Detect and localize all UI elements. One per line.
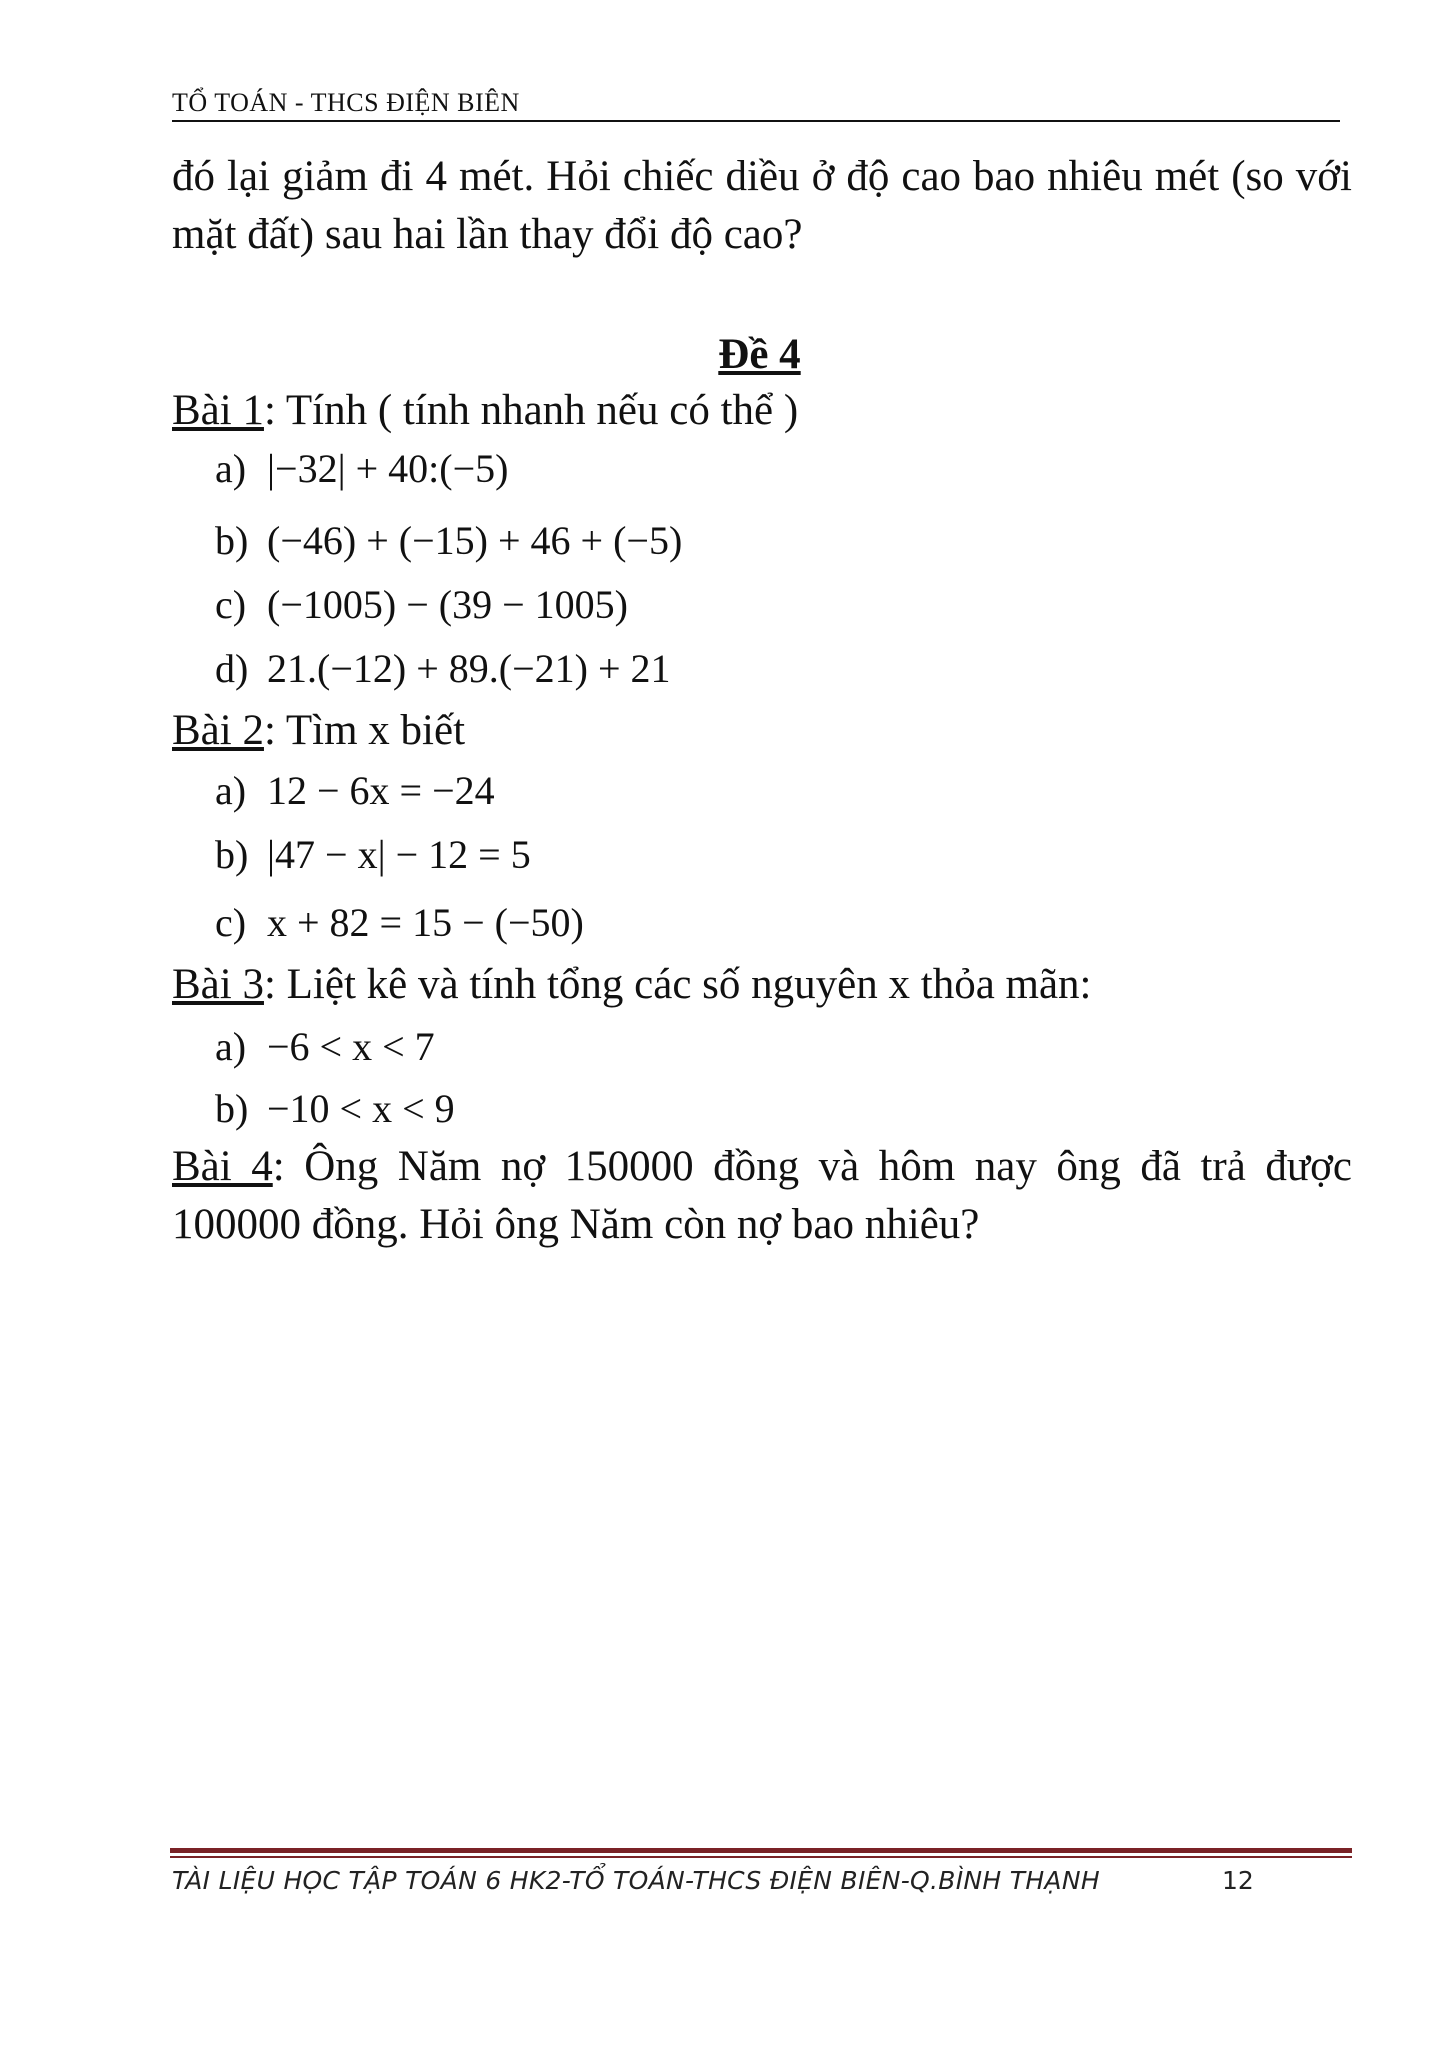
bai3-item-a [215, 1018, 435, 1076]
intro-paragraph: đó lại giảm đi 4 mét. Hỏi chiếc diều ở độ cao bao nhiêu mét (so với mặt đất) sau hai lần thay đổi độ cao? [172, 153, 1352, 258]
bai3-item-b [215, 1080, 455, 1138]
footer-text: TÀI LIỆU HỌC TẬP TOÁN 6 HK2-TỔ TOÁN-THCS ĐIỆN BIÊN-Q.BÌNH THẠNH [172, 1866, 1100, 1895]
bai4-paragraph [172, 1138, 1352, 1254]
bai2-item-c [215, 894, 584, 952]
bai1-item-b [215, 512, 682, 570]
bai1-heading [172, 382, 798, 440]
math-expression: x + 82 = 15 − (−50) [267, 900, 584, 945]
bai4-text: : Ông Năm nợ 150000 đồng và hôm nay ông đã trả được 100000 đồng. Hỏi ông Năm còn nợ bao nhiêu? [172, 1143, 1352, 1248]
bai2-item-b [215, 826, 531, 884]
bai4-label: Bài 4 [172, 1143, 273, 1190]
bai3-text: : Liệt kê và tính tổng các số nguyên x thỏa mãn: [263, 961, 1092, 1008]
footer-divider-thin [170, 1856, 1352, 1858]
footer-divider [170, 1848, 1352, 1853]
bai2-text: : Tìm x biết [263, 707, 466, 754]
item-label: a) [215, 1024, 247, 1069]
bai2-item-a [215, 762, 495, 820]
bai1-item-c [215, 576, 628, 634]
bai1-label: Bài 1 [172, 387, 264, 434]
header-text: TỔ TOÁN - THCS ĐIỆN BIÊN [172, 88, 524, 117]
math-expression: −6 < x < 7 [267, 1024, 435, 1069]
item-label: b) [215, 832, 249, 877]
item-label: a) [215, 446, 247, 491]
bai2-heading [172, 702, 465, 760]
item-label: c) [215, 582, 247, 627]
page-header [172, 88, 1340, 122]
math-expression: −10 < x < 9 [267, 1086, 455, 1131]
exam-title-text: Đề 4 [718, 331, 801, 378]
math-expression: 21.(−12) + 89.(−21) + 21 [267, 646, 671, 691]
item-label: d) [215, 646, 249, 691]
math-expression: (−1005) − (39 − 1005) [267, 582, 628, 627]
item-label: c) [215, 900, 247, 945]
page-number: 12 [1222, 1866, 1254, 1895]
math-expression: (−46) + (−15) + 46 + (−5) [267, 518, 683, 563]
bai3-heading [172, 956, 1092, 1014]
item-label: b) [215, 1086, 249, 1131]
bai2-label: Bài 2 [172, 707, 264, 754]
math-expression: |−32| + 40:(−5) [267, 446, 509, 491]
bai1-text: : Tính ( tính nhanh nếu có thể ) [263, 387, 799, 434]
item-label: a) [215, 768, 247, 813]
bai1-item-a [215, 440, 508, 498]
math-expression: |47 − x| − 12 = 5 [267, 832, 531, 877]
bai3-label: Bài 3 [172, 961, 264, 1008]
bai1-item-d [215, 640, 671, 698]
math-expression: 12 − 6x = −24 [267, 768, 495, 813]
exam-title [0, 330, 1449, 379]
item-label: b) [215, 518, 249, 563]
